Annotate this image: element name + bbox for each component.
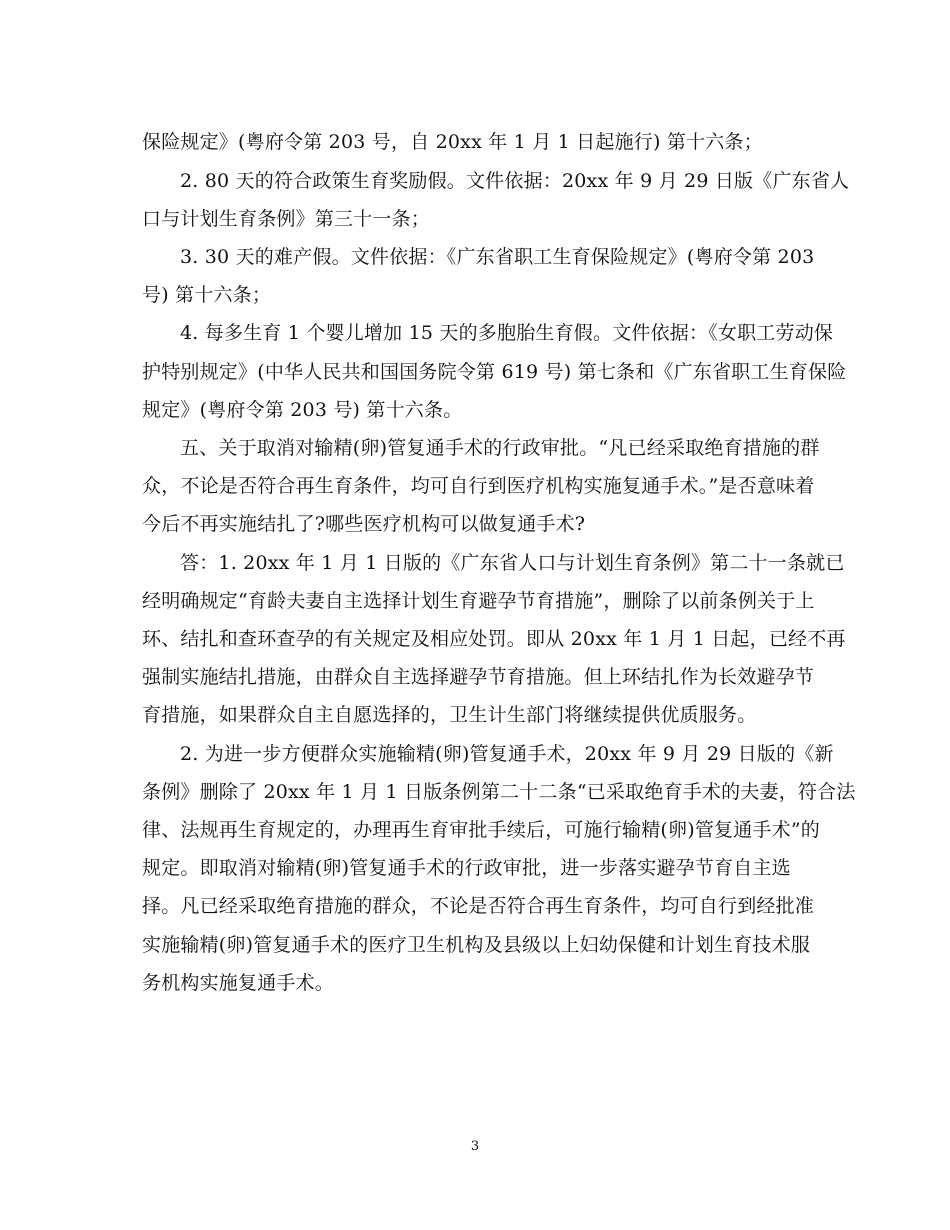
text-line: 择。凡已经采取绝育措施的群众，不论是否符合再生育条件，均可自行到经批准 (142, 895, 815, 917)
text-line: 2. 为进一步方便群众实施输精(卵)管复通手术，20xx 年 9 月 29 日版的《新 (180, 743, 834, 765)
page-number: 3 (470, 1139, 480, 1154)
text-line: 号) 第十六条； (142, 284, 272, 306)
text-line: 众，不论是否符合再生育条件，均可自行到医疗机构实施复通手术。”是否意味着 (142, 475, 815, 497)
text-line: 环、结扎和查环查孕的有关规定及相应处罚。即从 20xx 年 1 月 1 日起，已经不再 (142, 628, 846, 650)
text-line: 实施输精(卵)管复通手术的医疗卫生机构及县级以上妇幼保健和计划生育技术服 (142, 934, 811, 956)
text-line: 五、关于取消对输精(卵)管复通手术的行政审批。“凡已经采取绝育措施的群 (180, 437, 820, 459)
text-line: 口与计划生育条例》第三十一条； (142, 208, 431, 230)
text-line: 条例》删除了 20xx 年 1 月 1 日版条例第二十二条“已采取绝育手术的夫妻，符合法 (142, 781, 856, 803)
text-line: 2. 80 天的符合政策生育奖励假。文件依据：20xx 年 9 月 29 日版《广东省人 (180, 170, 850, 192)
text-line: 强制实施结扎措施，由群众自主选择避孕节育措施。但上环结扎作为长效避孕节 (142, 666, 815, 688)
text-line: 规定。即取消对输精(卵)管复通手术的行政审批，进一步落实避孕节育自主选 (142, 857, 791, 879)
text-line: 规定》(粤府令第 203 号) 第十六条。 (142, 399, 463, 421)
text-line: 答：1. 20xx 年 1 月 1 日版的《广东省人口与计划生育条例》第二十一条就已 (180, 552, 845, 574)
text-line: 3. 30 天的难产假。文件依据：《广东省职工生育保险规定》(粤府令第 203 (180, 246, 815, 268)
text-line: 经明确规定“育龄夫妻自主选择计划生育避孕节育措施”，删除了以前条例关于上 (142, 590, 815, 612)
text-line: 护特别规定》(中华人民共和国国务院令第 619 号) 第七条和《广东省职工生育保险 (142, 361, 847, 383)
text-line: 育措施，如果群众自主自愿选择的，卫生计生部门将继续提供优质服务。 (142, 704, 757, 726)
text-line: 务机构实施复通手术。 (142, 972, 335, 994)
text-line: 4. 每多生育 1 个婴儿增加 15 天的多胞胎生育假。文件依据：《女职工劳动保 (180, 322, 834, 344)
text-line: 律、法规再生育规定的，办理再生育审批手续后，可施行输精(卵)管复通手术”的 (142, 819, 820, 841)
text-line: 保险规定》(粤府令第 203 号，自 20xx 年 1 月 1 日起施行) 第十六条； (142, 131, 763, 153)
text-line: 今后不再实施结扎了?哪些医疗机构可以做复通手术? (142, 513, 586, 535)
